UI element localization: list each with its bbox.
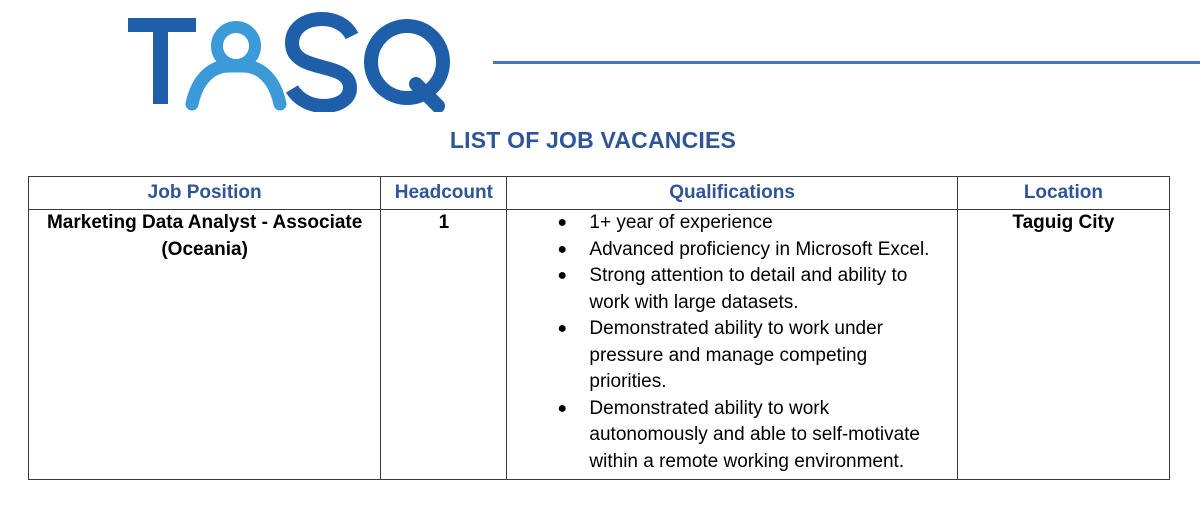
list-item: [507, 237, 946, 264]
column-header-job-position: Job Position: [29, 177, 381, 210]
tasq-logo: [126, 12, 456, 112]
qualification-text: Demonstrated ability to work autonomously and able to self-motivate within a remote working environment.: [589, 397, 920, 472]
qualification-text: Demonstrated ability to work under pressure and manage competing priorities.: [589, 318, 883, 392]
bullet-icon: ●: [557, 267, 568, 284]
qualifications-list: [507, 210, 946, 475]
bullet-icon: ●: [557, 240, 568, 258]
column-header-headcount: Headcount: [381, 177, 507, 210]
header-rule: [493, 61, 1200, 64]
list-item: [507, 396, 946, 476]
list-item: [507, 316, 946, 396]
list-item: [507, 210, 946, 237]
table-row: [29, 210, 1170, 480]
qualification-text: Strong attention to detail and ability to work with large datasets.: [589, 265, 908, 313]
qualification-text: Advanced proficiency in Microsoft Excel.: [589, 238, 930, 260]
bullet-icon: ●: [557, 399, 568, 417]
page-title: LIST OF JOB VACANCIES: [449, 127, 737, 153]
list-item: [507, 263, 946, 316]
qualification-text: 1+ year of experience: [589, 212, 773, 233]
vacancies-table: [28, 176, 1170, 480]
column-header-location: Location: [957, 177, 1169, 210]
column-header-qualifications: Qualifications: [507, 177, 957, 210]
bullet-icon: ●: [557, 214, 568, 231]
qualifications-cell: [507, 210, 957, 480]
job-position-cell: Marketing Data Analyst - Associate (Oceania): [29, 210, 381, 480]
headcount-cell: 1: [381, 210, 507, 480]
bullet-icon: ●: [557, 320, 568, 337]
location-cell: Taguig City: [957, 210, 1169, 480]
table-header-row: [29, 177, 1170, 210]
